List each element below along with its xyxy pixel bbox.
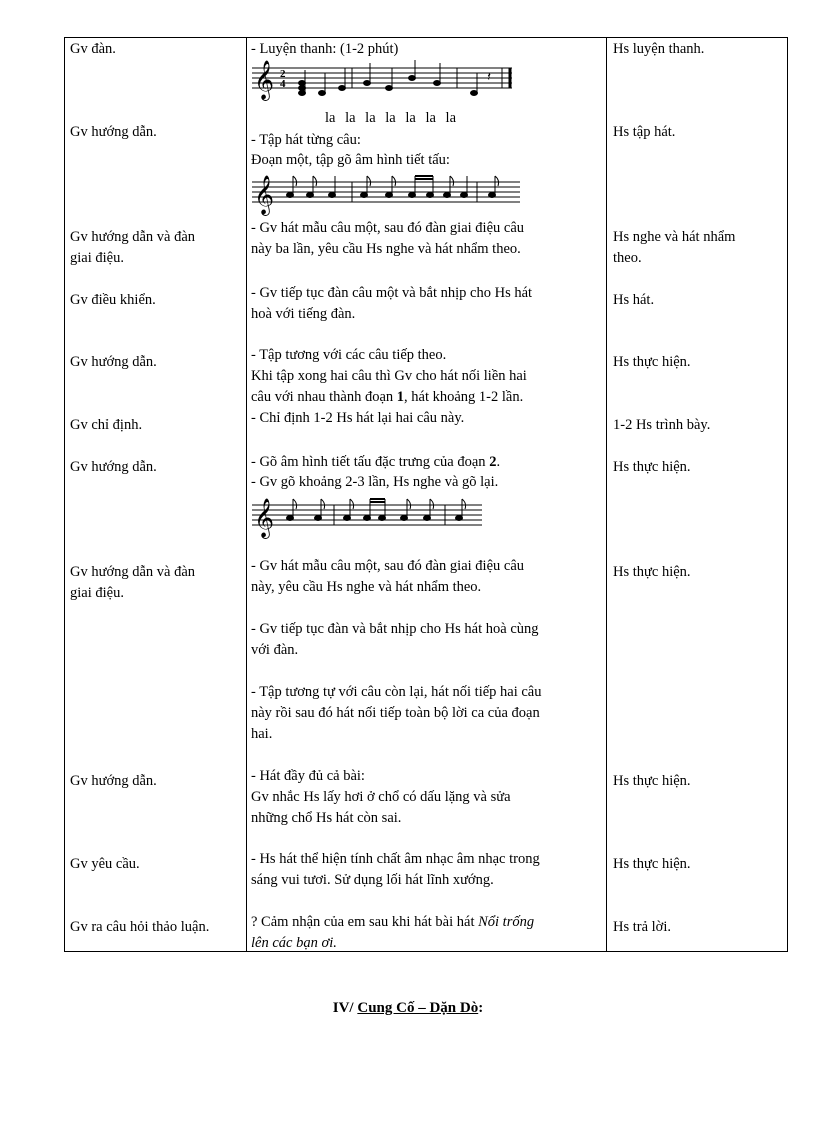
student-activity: Hs thực hiện. bbox=[613, 459, 691, 475]
content-line: hai. bbox=[251, 726, 273, 742]
content-line: - Gv hát mẫu câu một, sau đó đàn giai điệu câu bbox=[251, 220, 525, 236]
student-activity: Hs nghe và hát nhẩm bbox=[613, 229, 736, 245]
student-activity: 1-2 Hs trình bày. bbox=[613, 417, 711, 433]
content-line: này rồi sau đó hát nối tiếp toàn bộ lời ca của đoạn bbox=[251, 705, 540, 721]
teacher-activity: Gv ra câu hỏi thảo luận. bbox=[70, 919, 210, 935]
content-line: Đoạn một, tập gõ âm hình tiết tấu: bbox=[251, 152, 450, 168]
teacher-activity: giai điệu. bbox=[70, 585, 124, 601]
rhythm-staff-2 bbox=[252, 494, 484, 540]
student-activity: Hs thực hiện. bbox=[613, 354, 691, 370]
teacher-activity: Gv hướng dẫn. bbox=[70, 354, 157, 370]
teacher-activity: Gv yêu cầu. bbox=[70, 856, 140, 872]
vocal-exercise-staff bbox=[252, 58, 514, 106]
teacher-activity: Gv hướng dẫn và đàn bbox=[70, 229, 196, 245]
teacher-activity: Gv hướng dẫn. bbox=[70, 124, 157, 140]
lyrics: la la la la la la la bbox=[325, 110, 457, 126]
content-line: - Hs hát thể hiện tính chất âm nhạc âm nhạc trong bbox=[251, 851, 540, 867]
content-line: những chổ Hs hát còn sai. bbox=[251, 810, 402, 826]
content-line: ? Cảm nhận của em sau khi hát bài hát Nổi trống bbox=[251, 914, 535, 930]
content-line: - Tập tương với các câu tiếp theo. bbox=[251, 347, 447, 363]
content-line: Gv nhắc Hs lấy hơi ở chổ có dấu lặng và sửa bbox=[251, 789, 511, 805]
content-line: này ba lần, yêu cầu Hs nghe và hát nhẩm theo. bbox=[251, 241, 521, 257]
content-line: - Gv gõ khoảng 2-3 lần, Hs nghe và gõ lại. bbox=[251, 474, 499, 490]
student-activity: Hs luyện thanh. bbox=[613, 41, 705, 57]
treble-clef-icon: 𝄞 bbox=[254, 498, 275, 538]
content-line: này, yêu cầu Hs nghe và hát nhẩm theo. bbox=[251, 579, 482, 595]
content-line: hoà với tiếng đàn. bbox=[251, 306, 356, 322]
svg-text:4: 4 bbox=[280, 78, 286, 90]
content-line: lên các bạn ơi. bbox=[251, 935, 337, 951]
teacher-activity: giai điệu. bbox=[70, 250, 124, 266]
student-activity: theo. bbox=[613, 250, 642, 266]
student-activity: Hs trả lời. bbox=[613, 919, 672, 935]
treble-clef-icon: 𝄞 bbox=[254, 60, 275, 100]
column-divider bbox=[246, 38, 247, 951]
treble-clef-icon: 𝄞 bbox=[254, 175, 275, 215]
svg-text:2: 2 bbox=[280, 68, 286, 80]
student-activity: Hs hát. bbox=[613, 292, 655, 308]
student-activity: Hs thực hiện. bbox=[613, 773, 691, 789]
svg-text:𝄽: 𝄽 bbox=[487, 70, 491, 85]
teacher-activity: Gv hướng dẫn và đàn bbox=[70, 564, 196, 580]
content-line: - Tập tương tự với câu còn lại, hát nối tiếp hai câu bbox=[251, 684, 542, 700]
column-divider bbox=[606, 38, 607, 951]
content-line: sáng vui tươi. Sử dụng lối hát lĩnh xướng. bbox=[251, 872, 494, 888]
content-line: Khi tập xong hai câu thì Gv cho hát nối liền hai bbox=[251, 368, 527, 384]
content-line: - Gv hát mẫu câu một, sau đó đàn giai điệu câu bbox=[251, 558, 525, 574]
content-line: - Tập hát từng câu: bbox=[251, 132, 361, 148]
teacher-activity: Gv điều khiển. bbox=[70, 292, 156, 308]
teacher-activity: Gv đàn. bbox=[70, 41, 116, 57]
content-line: với đàn. bbox=[251, 642, 299, 658]
content-line: - Gv tiếp tục đàn và bắt nhịp cho Hs hát hoà cùng bbox=[251, 621, 539, 637]
teacher-activity: Gv hướng dẫn. bbox=[70, 459, 157, 475]
teacher-activity: Gv chỉ định. bbox=[70, 417, 143, 433]
student-activity: Hs tập hát. bbox=[613, 124, 676, 140]
student-activity: Hs thực hiện. bbox=[613, 564, 691, 580]
content-line: - Luyện thanh: (1-2 phút) bbox=[251, 41, 399, 57]
content-line: câu với nhau thành đoạn 1, hát khoảng 1-2 lần. bbox=[251, 389, 524, 405]
content-line: - Chỉ định 1-2 Hs hát lại hai câu này. bbox=[251, 410, 465, 426]
content-line: - Gõ âm hình tiết tấu đặc trưng của đoạn 2. bbox=[251, 454, 501, 470]
teacher-activity: Gv hướng dẫn. bbox=[70, 773, 157, 789]
content-line: - Gv tiếp tục đàn câu một và bắt nhịp cho Hs hát bbox=[251, 285, 533, 301]
content-line: - Hát đầy đủ cả bài: bbox=[251, 768, 365, 784]
student-activity: Hs thực hiện. bbox=[613, 856, 691, 872]
rhythm-staff-1 bbox=[252, 170, 524, 218]
section-heading: IV/ Cung Cố – Dặn Dò: bbox=[332, 1000, 484, 1016]
